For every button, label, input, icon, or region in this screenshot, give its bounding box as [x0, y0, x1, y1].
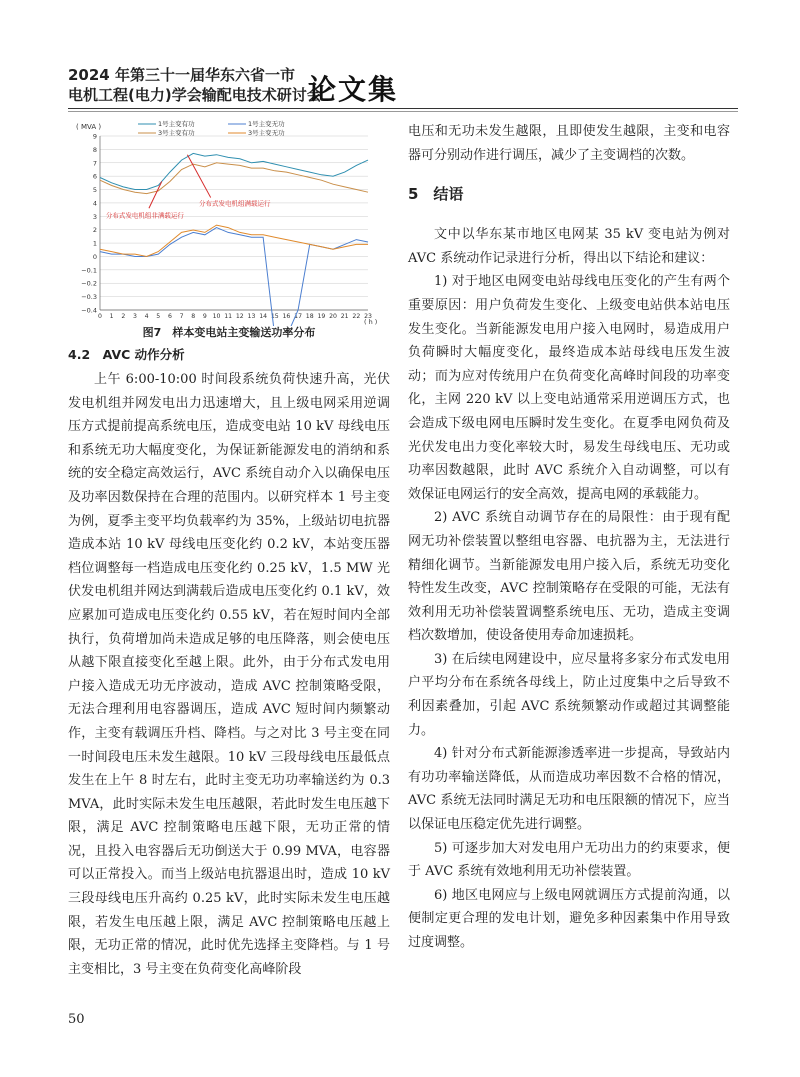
- conclusion-item-6: 6) 地区电网应与上级电网就调压方式提前沟通，以便制定更合理的发电计划，避免多种因素集中作用导致过度调整。: [408, 887, 730, 950]
- x-tick-label: 16: [282, 313, 291, 320]
- y-axis: [81, 133, 368, 315]
- conclusion-item-1: 1) 对于地区电网变电站母线电压变化的产生有两个重要原因：用户负荷发生变化、上级变电站供本站电压发生变化。当新能源发电用户接入电网时，易造成用户负荷瞬时大幅度变化，最终造成本站母线电压发生波动；而为应对传统用户在负荷变化高峰时间段的功率变化，主网 220 kV 以上变电站通常采用逆调压方式，也会造成下级电网电压瞬时发生变化。在夏季电网负荷及光伏发电出力变化率较大时，易发生母线电压、无功或功率因数越限，此时 AVC 系统介入自动调整，可以有效保证电网运行的安全高效，提高电网的承载能力。: [408, 274, 730, 502]
- x-tick-label: 15: [270, 313, 279, 320]
- x-tick-label: 21: [340, 313, 349, 320]
- header-proceedings-title: 论文集: [308, 73, 399, 106]
- x-tick-label: 11: [224, 313, 233, 320]
- y-tick-label: 9: [92, 132, 97, 141]
- y-unit-label: ( MVA ): [76, 123, 102, 131]
- legend-label: 3号主变无功: [248, 129, 285, 137]
- chart-svg: [68, 118, 390, 326]
- x-tick-label: 22: [352, 313, 361, 320]
- x-tick-label: 4: [144, 313, 149, 320]
- x-unit-label: ( h ): [364, 318, 378, 326]
- chart-annotations: [106, 155, 271, 220]
- x-tick-label: 8: [191, 313, 196, 320]
- annotation-label-full-load: 分布式发电机组满载运行: [199, 199, 271, 208]
- y-tick-label: 8: [92, 145, 97, 154]
- journal-header: [68, 62, 738, 108]
- y-tick-label: −0.4: [81, 306, 97, 315]
- header-line-2: 电机工程(电力)学会输配电技术研讨会: [68, 86, 322, 104]
- chart-grid: [100, 136, 368, 310]
- y-tick-label: 4: [92, 199, 97, 208]
- legend-label: 3号主变有功: [158, 129, 195, 137]
- y-tick-label: 5: [92, 186, 97, 195]
- page-number: 50: [68, 1012, 85, 1027]
- y-tick-label: −0.3: [81, 293, 97, 302]
- y-tick-label: 7: [92, 159, 97, 168]
- section-heading: 5 结语: [408, 185, 464, 204]
- series-line: [100, 153, 368, 189]
- y-tick-label: 3: [92, 212, 97, 221]
- header-rule: [68, 108, 738, 109]
- x-tick-label: 9: [202, 313, 207, 320]
- x-tick-label: 3: [132, 313, 137, 320]
- figure-caption: 图7 样本变电站主变输送功率分布: [142, 326, 316, 339]
- legend-label: 1号主变有功: [158, 120, 195, 128]
- y-tick-label: 2: [92, 226, 97, 235]
- header-line-1: 2024 年第三十一届华东六省一市: [68, 66, 295, 84]
- chart-legend: [138, 119, 285, 137]
- figure-7-chart: [68, 118, 390, 326]
- x-tick-label: 2: [121, 313, 126, 320]
- header-rule-thin: [68, 111, 738, 112]
- left-column: [68, 344, 390, 981]
- conclusion-item-3: 3) 在后续电网建设中，应尽量将多家分布式发电用户平均分布在系统各母线上，防止过度集中之后导致不利因素叠加，引起 AVC 系统频繁动作或超过其调整能力。: [408, 651, 730, 738]
- subsection-heading: 4.2 AVC 动作分析: [68, 347, 185, 362]
- annotation-arrow: [149, 182, 162, 209]
- x-tick-label: 20: [329, 313, 337, 320]
- x-tick-label: 5: [156, 313, 161, 320]
- x-tick-label: 6: [167, 313, 172, 320]
- x-tick-label: 18: [305, 313, 314, 320]
- series-line: [100, 228, 368, 326]
- x-tick-label: 0: [98, 313, 102, 320]
- x-axis: [98, 313, 372, 320]
- y-tick-label: −0.2: [81, 279, 97, 288]
- y-tick-label: 0: [92, 252, 97, 261]
- left-paragraph: 上午 6:00-10:00 时间段系统负荷快速升高，光伏发电机组并网发电出力迅速增大，且上级电网采用逆调压方式提前提高系统电压，造成变电站 10 kV 母线电压和系统无功大幅度变化，为保证新能源发电的消纳和系统的安全稳定高效运行，AVC 系统自动介入以确保电压及功率因数保持在合理的范围内。以研究样本 1 号主变为例，夏季主变平均负载率约为 35%，上级站切电抗器造成本站 10 kV 母线电压变化约 0.2 kV，本站变压器档位调整每一档造成电压变化约 0.25 kV，1.5 MW 光伏发电机组并网达到满载后造成电压变化约 0.1 kV，效应累加可造成电压变化约 0.55 kV，若在短时间内全部执行，负荷增加尚未造成足够的电压降落，则会使电压从越下限直接变化至越上限。此外，由于分布式发电用户接入造成无功无序波动，造成 AVC 控制策略受限，无法合理利用电容器调压，造成 AVC 短时间内频繁动作，主变有载调压升档、降档。与之对比 3 号主变在同一时间段电压未发生越限。10 kV 三段母线电压最低点发生在上午 8 时左右，此时主变无功功率输送约为 0.3 MVA，此时实际未发生电压越限，若此时发生电压越下限，满足 AVC 控制策略电压越下限，无功正常的情况，且投入电容器后无功倒送大于 0.99 MVA，电容器可以正常投入。而当上级站电抗器退出时，造成 10 kV 三段母线电压升高约 0.25 kV，此时实际未发生电压越限，若发生电压越上限，满足 AVC 控制策略电压越上限，无功正常的情况，此时优先选择主变降档。与 1 号主变相比，3 号主变在负荷变化高峰阶段: [68, 372, 390, 977]
- conclusion-item-2: 2) AVC 系统自动调节存在的局限性：由于现有配网无功补偿装置以整组电容器、电抗器为主，无法进行精细化调节。当新能源发电用户接入后，系统无功变化特性发生改变，AVC 控制策略存在受限的可能，无法有效利用无功补偿装置调整系统电压、无功，造成主变调档次数增加，使设备使用寿命加速损耗。: [408, 510, 730, 644]
- continued-paragraph: 电压和无功未发生越限，且即使发生越限，主变和电容器可分别动作进行调压，减少了主变调档的次数。: [408, 124, 730, 163]
- x-tick-label: 17: [294, 313, 303, 320]
- y-tick-label: 1: [92, 239, 97, 248]
- series-line: [100, 163, 368, 194]
- right-column: [408, 120, 730, 955]
- x-tick-label: 1: [109, 313, 114, 320]
- x-tick-label: 7: [179, 313, 184, 320]
- chart-series: [100, 153, 368, 326]
- x-tick-label: 10: [212, 313, 221, 320]
- conclusion-intro: 文中以华东某市地区电网某 35 kV 变电站为例对 AVC 系统动作记录进行分析，得出以下结论和建议：: [408, 227, 730, 266]
- y-tick-label: −0.1: [81, 266, 97, 275]
- y-tick-label: 6: [92, 172, 97, 181]
- x-tick-label: 14: [259, 313, 268, 320]
- x-tick-label: 12: [235, 313, 244, 320]
- x-tick-label: 19: [317, 313, 326, 320]
- x-tick-label: 23: [364, 313, 372, 320]
- x-tick-label: 13: [247, 313, 256, 320]
- conclusion-item-4: 4) 针对分布式新能源渗透率进一步提高，导致站内有功功率输送降低，从而造成功率因数不合格的情况，AVC 系统无法同时满足无功和电压限额的情况下，应当以保证电压稳定优先进行调整。: [408, 746, 730, 833]
- annotation-label-partial-load: 分布式发电机组非满载运行: [105, 211, 184, 220]
- conclusion-item-5: 5) 可逐步加大对发电用户无功出力的约束要求，便于 AVC 系统有效地利用无功补偿装置。: [408, 840, 730, 880]
- legend-label: 1号主变无功: [248, 120, 285, 128]
